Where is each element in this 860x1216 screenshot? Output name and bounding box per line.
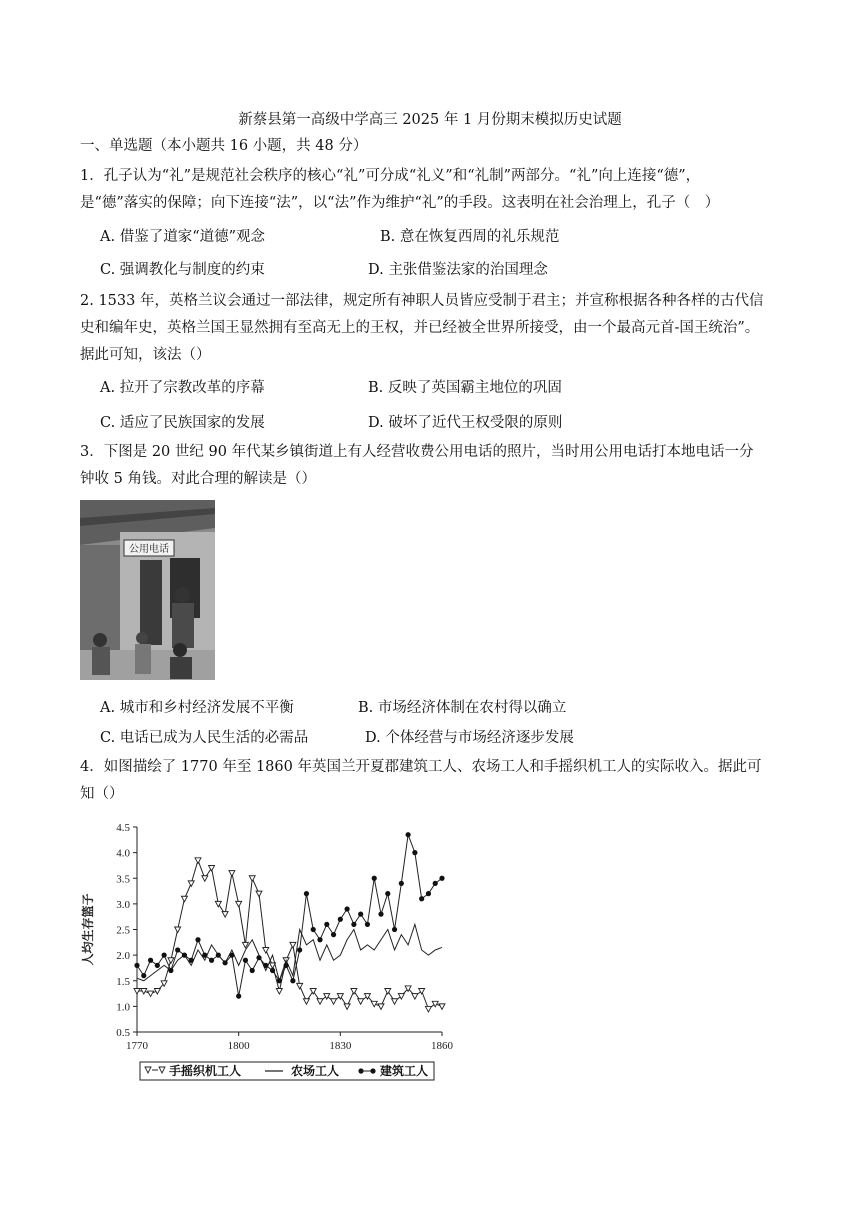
weaver-point: [392, 999, 398, 1005]
weaver-point: [229, 871, 235, 877]
builder-point: [263, 963, 268, 968]
q2-option-a[interactable]: A. 拉开了宗教改革的序幕: [100, 380, 265, 396]
builder-point: [277, 978, 282, 983]
builder-point: [250, 968, 255, 973]
weaver-point: [195, 858, 201, 864]
income-line-chart: [78, 815, 458, 1085]
x-tick-label: 1770: [126, 1040, 148, 1052]
builder-point: [284, 963, 289, 968]
series-line-0: [137, 860, 442, 1009]
builder-point: [256, 955, 261, 960]
weaver-point: [378, 1004, 384, 1010]
q1-option-d[interactable]: D. 主张借鉴法家的治国理念: [368, 262, 548, 278]
weaver-point: [256, 891, 262, 897]
legend-builder-marker: [370, 1068, 375, 1073]
y-tick-label: 2.0: [116, 950, 130, 963]
builder-point: [189, 958, 194, 963]
builder-point: [148, 958, 153, 963]
weaver-point: [317, 999, 323, 1005]
builder-point: [378, 912, 383, 917]
q2-option-b[interactable]: B. 反映了英国霸主地位的巩固: [368, 380, 562, 396]
builder-point: [351, 922, 356, 927]
legend-weaver-marker: [159, 1067, 165, 1073]
builder-point: [290, 978, 295, 983]
weaver-point: [371, 1001, 377, 1007]
builder-point: [209, 958, 214, 963]
builder-point: [243, 958, 248, 963]
builder-point: [392, 927, 397, 932]
builder-point: [372, 876, 377, 881]
weaver-point: [439, 1004, 445, 1010]
y-tick-label: 1.0: [116, 1001, 130, 1014]
q4-stem-line-1: 4．如图描绘了 1770 年至 1860 年英国兰开夏郡建筑工人、农场工人和手摇织机工人的实际收入。据此可: [80, 759, 762, 775]
series-line-2: [137, 835, 442, 996]
q2-option-d[interactable]: D. 破坏了近代王权受限的原则: [368, 415, 563, 431]
weaver-point: [188, 881, 194, 887]
q4-stem-line-2: 知（）: [80, 786, 124, 802]
builder-point: [202, 953, 207, 958]
weaver-point: [331, 999, 337, 1005]
weaver-point: [215, 901, 221, 907]
weaver-point: [358, 999, 364, 1005]
weaver-point: [385, 989, 391, 995]
q2-stem-line-2: 史和编年史，英格兰国王显然拥有至高无上的王权，并已经被全世界所接受，由一个最高元首-国王统治”。: [80, 320, 760, 336]
y-tick-label: 3.5: [116, 873, 130, 886]
builder-point: [134, 963, 139, 968]
q2-option-c[interactable]: C. 适应了民族国家的发展: [100, 415, 265, 431]
builder-point: [270, 968, 275, 973]
q3-option-d[interactable]: D. 个体经营与市场经济逐步发展: [365, 730, 574, 746]
weaver-point: [148, 991, 154, 997]
legend-farm-label: 农场工人: [291, 1064, 340, 1078]
y-tick-label: 0.5: [116, 1027, 130, 1039]
weaver-point: [168, 958, 174, 964]
legend-weaver-label: 手摇织机工人: [169, 1064, 242, 1078]
q3-option-b[interactable]: B. 市场经济体制在农村得以确立: [358, 700, 567, 716]
q3-option-c[interactable]: C. 电话已成为人民生活的必需品: [100, 730, 309, 746]
weaver-point: [209, 866, 215, 872]
builder-point: [223, 960, 228, 965]
builder-point: [365, 922, 370, 927]
builder-point: [358, 912, 363, 917]
builder-point: [317, 937, 322, 942]
builder-point: [175, 947, 180, 952]
weaver-point: [425, 1006, 431, 1012]
q3-option-a[interactable]: A. 城市和乡村经济发展不平衡: [100, 700, 294, 716]
weaver-point: [344, 1004, 350, 1010]
builder-point: [311, 927, 316, 932]
builder-point: [216, 953, 221, 958]
builder-point: [162, 953, 167, 958]
builder-point: [155, 963, 160, 968]
weaver-point: [263, 948, 269, 954]
builder-point: [182, 953, 187, 958]
weaver-point: [276, 989, 282, 995]
section-heading: 一、单选题（本小题共 16 小题，共 48 分）: [80, 138, 368, 154]
builder-point: [236, 994, 241, 999]
y-tick-label: 4.0: [116, 847, 130, 860]
q1-stem-line-2: 是“德”落实的保障；向下连接“法”，以“法”作为维护“礼”的手段。这表明在社会治理上，孔子（ ）: [80, 195, 720, 211]
q1-option-c[interactable]: C. 强调教化与制度的约束: [100, 262, 265, 278]
y-tick-label: 2.5: [116, 924, 130, 937]
q3-stem-line-1: 3．下图是 20 世纪 90 年代某乡镇街道上有人经营收费公用电话的照片，当时用公用电话打本地电话一分: [80, 444, 754, 460]
builder-point: [168, 968, 173, 973]
builder-point: [304, 891, 309, 896]
q1-stem-line-1: 1．孔子认为“礼”是规范社会秩序的核心“礼”可分成“礼义”和“礼制”两部分。“礼”向上连接“德”，: [80, 168, 701, 184]
x-tick-label: 1830: [329, 1040, 352, 1052]
weaver-point: [310, 989, 316, 995]
builder-point: [426, 891, 431, 896]
weaver-point: [222, 912, 228, 918]
legend-weaver-marker: [145, 1067, 151, 1073]
weaver-point: [181, 896, 187, 902]
q3-stem-line-2: 钟收 5 角钱。对此合理的解读是（）: [80, 471, 316, 487]
q1-option-a[interactable]: A. 借鉴了道家“道德”观念: [100, 229, 266, 245]
builder-point: [433, 881, 438, 886]
builder-point: [412, 850, 417, 855]
q1-option-b[interactable]: B. 意在恢复西周的礼乐规范: [380, 229, 560, 245]
weaver-point: [154, 989, 160, 995]
builder-point: [338, 917, 343, 922]
builder-point: [399, 881, 404, 886]
builder-point: [331, 932, 336, 937]
builder-point: [439, 876, 444, 881]
weaver-point: [249, 876, 255, 882]
builder-point: [229, 953, 234, 958]
weaver-point: [236, 901, 242, 907]
weaver-point: [412, 994, 418, 1000]
builder-point: [406, 832, 411, 837]
exam-title: 新蔡县第一高级中学高三 2025 年 1 月份期末模拟历史试题: [238, 112, 622, 128]
weaver-point: [297, 983, 303, 989]
legend-builder-label: 建筑工人: [380, 1064, 429, 1078]
builder-point: [141, 973, 146, 978]
builder-point: [324, 922, 329, 927]
builder-point: [419, 896, 424, 901]
y-tick-label: 1.5: [116, 975, 130, 988]
payphone-street-photo: [80, 500, 215, 680]
y-tick-label: 4.5: [116, 822, 130, 834]
q2-stem-line-3: 据此可知，该法（）: [80, 347, 211, 363]
builder-point: [385, 891, 390, 896]
weaver-point: [202, 876, 208, 882]
x-tick-label: 1860: [431, 1040, 453, 1052]
builder-point: [345, 906, 350, 911]
weaver-point: [351, 989, 357, 995]
builder-point: [195, 937, 200, 942]
weaver-point: [175, 927, 181, 933]
weaver-point: [290, 942, 296, 948]
y-tick-label: 3.0: [116, 898, 130, 911]
x-tick-label: 1800: [227, 1040, 250, 1052]
q2-stem-line-1: 2. 1533 年，英格兰议会通过一部法律，规定所有神职人员皆应受制于君主；并宣称根据各种各样的古代信: [80, 293, 764, 309]
payphone-sign-text: 公用电话: [129, 544, 169, 555]
builder-point: [297, 947, 302, 952]
weaver-point: [303, 999, 309, 1005]
y-axis-label: 人均生存篮子: [81, 893, 95, 966]
